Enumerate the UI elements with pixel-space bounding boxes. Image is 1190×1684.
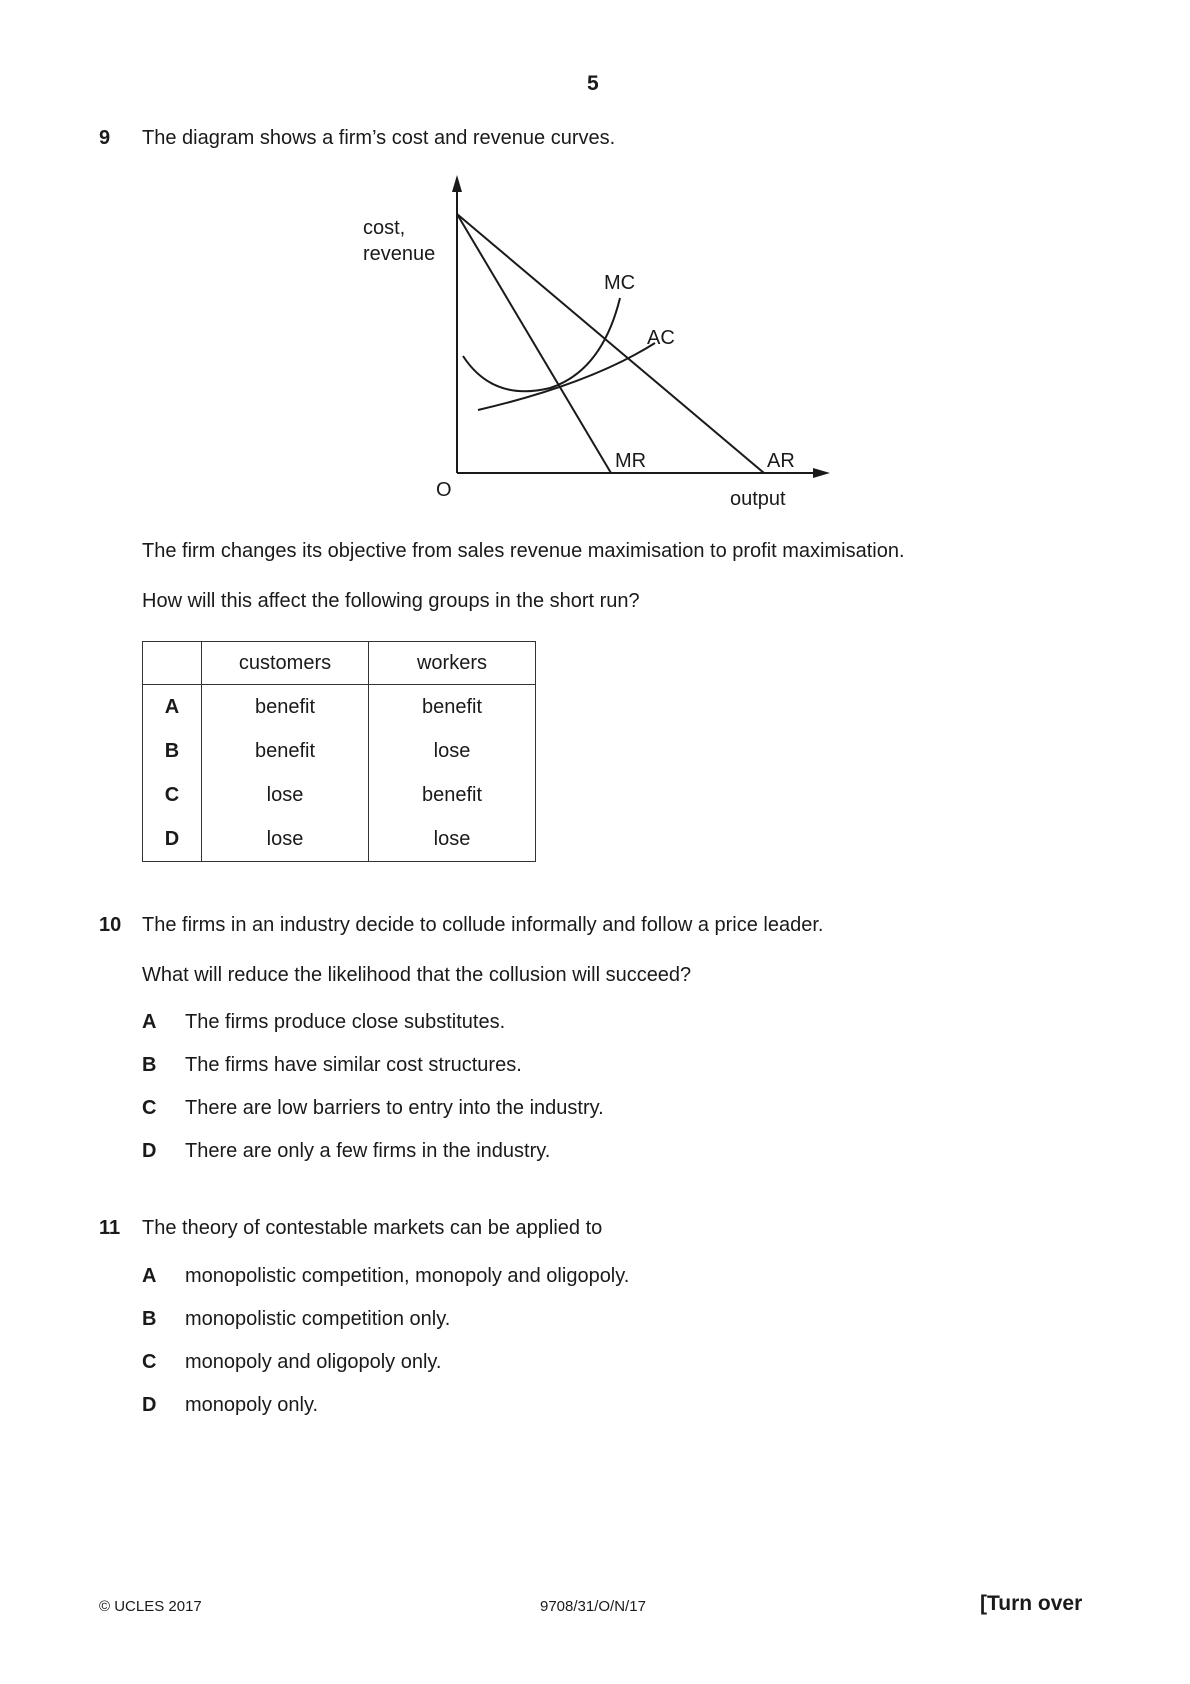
y-axis-label-line2: revenue <box>363 243 436 265</box>
x-axis-label: output <box>730 488 786 510</box>
row-letter: C <box>143 773 202 817</box>
y-axis-label-line1: cost, <box>363 217 406 239</box>
row-customers: benefit <box>202 729 369 773</box>
row-customers: lose <box>202 817 369 862</box>
question-number-10: 10 <box>99 914 122 936</box>
table-header-customers: customers <box>202 642 369 685</box>
row-customers: lose <box>202 773 369 817</box>
mr-curve <box>457 214 611 473</box>
option-text: There are only a few firms in the industry. <box>185 1140 551 1162</box>
page-number: 5 <box>587 72 599 95</box>
y-axis-arrow-icon <box>452 175 462 192</box>
option-text: monopolistic competition only. <box>185 1308 451 1330</box>
row-customers: benefit <box>202 685 369 730</box>
question-10-question: What will reduce the likelihood that the collusion will succeed? <box>142 964 692 986</box>
question-number-11: 11 <box>99 1217 121 1239</box>
option-letter: A <box>142 1265 157 1287</box>
option-letter: A <box>142 1011 157 1033</box>
question-9-question: How will this affect the following groups in the short run? <box>142 590 640 612</box>
table-row <box>143 773 536 817</box>
row-workers: lose <box>369 817 536 862</box>
row-workers: benefit <box>369 773 536 817</box>
option-text: monopoly only. <box>185 1394 319 1416</box>
x-axis-arrow-icon <box>813 468 830 478</box>
row-workers: lose <box>369 729 536 773</box>
answer-table <box>142 641 536 862</box>
question-10-intro: The firms in an industry decide to collude informally and follow a price leader. <box>142 914 824 936</box>
table-row <box>143 817 536 862</box>
table-header-row <box>143 642 536 685</box>
turn-over-label: [Turn over <box>980 1592 1083 1615</box>
option-letter: C <box>142 1351 157 1373</box>
mr-label: MR <box>615 450 647 472</box>
option-letter: B <box>142 1054 157 1076</box>
option-text: The firms produce close substitutes. <box>185 1011 506 1033</box>
option-text: The firms have similar cost structures. <box>185 1054 522 1076</box>
row-workers: benefit <box>369 685 536 730</box>
footer-code: 9708/31/O/N/17 <box>540 1598 646 1615</box>
mc-label: MC <box>604 272 636 294</box>
table-row <box>143 685 536 730</box>
option-text: monopoly and oligopoly only. <box>185 1351 442 1373</box>
option-text: There are low barriers to entry into the industry. <box>185 1097 604 1119</box>
ac-label: AC <box>647 327 675 349</box>
table-header-blank <box>143 642 202 685</box>
origin-label: O <box>436 479 452 501</box>
footer-copyright: © UCLES 2017 <box>99 1598 202 1615</box>
row-letter: B <box>143 729 202 773</box>
ar-label: AR <box>767 450 795 472</box>
option-text: monopolistic competition, monopoly and oligopoly. <box>185 1265 630 1287</box>
question-number-9: 9 <box>99 127 111 149</box>
option-letter: B <box>142 1308 157 1330</box>
table-row <box>143 729 536 773</box>
option-letter: D <box>142 1140 157 1162</box>
question-9-intro: The diagram shows a firm’s cost and revenue curves. <box>142 127 616 149</box>
mc-curve <box>463 298 620 391</box>
option-letter: C <box>142 1097 157 1119</box>
cost-revenue-diagram <box>0 0 1190 520</box>
row-letter: D <box>143 817 202 862</box>
row-letter: A <box>143 685 202 730</box>
option-letter: D <box>142 1394 157 1416</box>
question-9-statement: The firm changes its objective from sales revenue maximisation to profit maximisation. <box>142 540 905 562</box>
question-11-intro: The theory of contestable markets can be applied to <box>142 1217 603 1239</box>
ar-curve <box>457 214 764 473</box>
table-header-workers: workers <box>369 642 536 685</box>
